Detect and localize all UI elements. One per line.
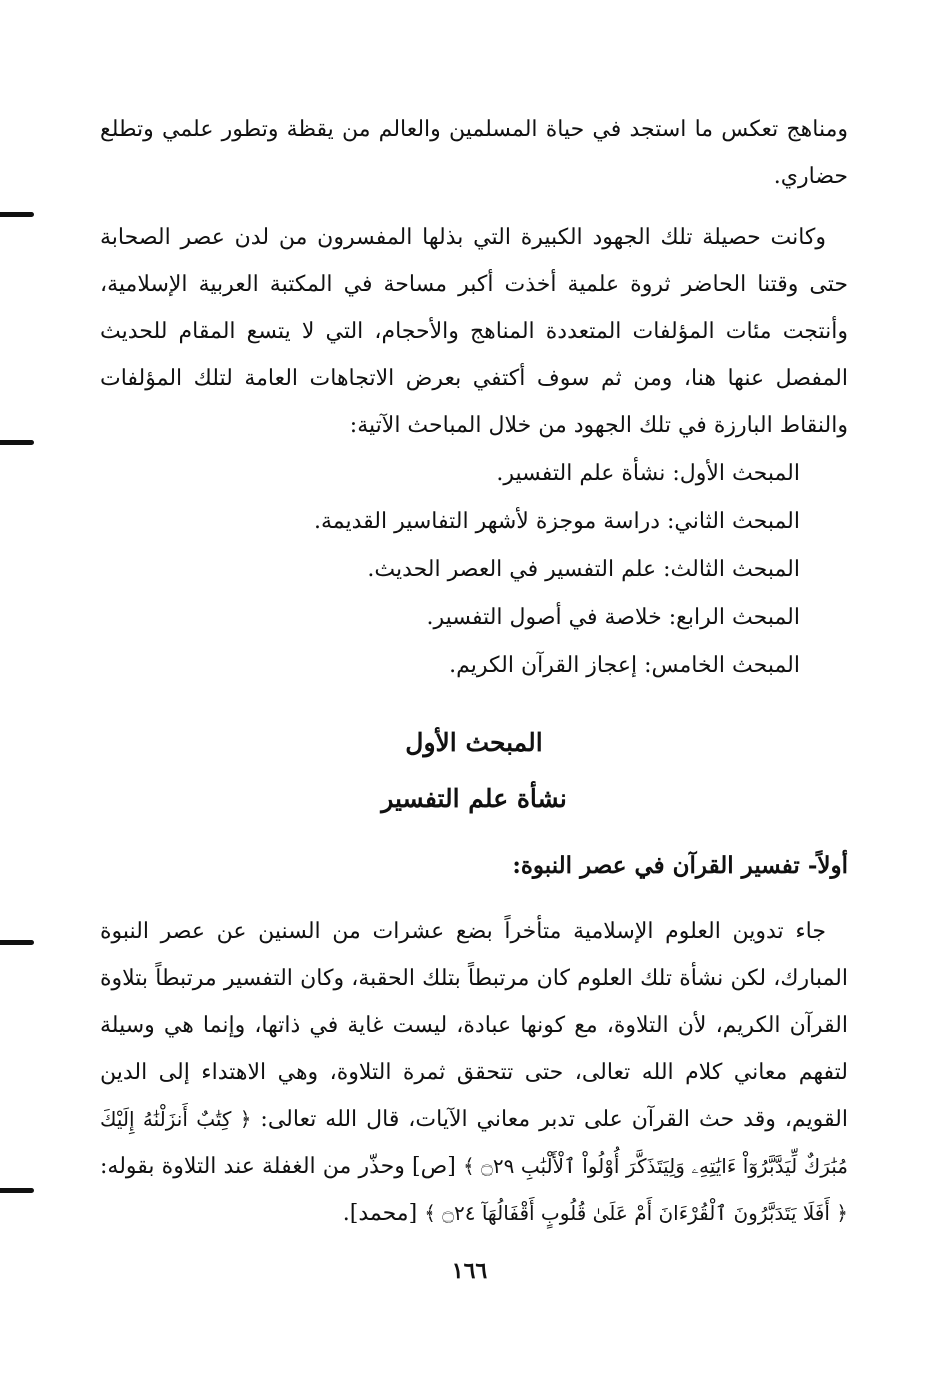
section-item xyxy=(240,546,800,594)
margin-mark xyxy=(0,1188,34,1193)
quran-verse: ﴿ كِتَٰبٌ أَنزَلْنَٰهُ إِلَيْكَ مُبَٰرَكٌ لِّيَدَّبَّرُوٓاْ ءَايَٰتِهِۦ وَلِيَتَذَكَّرَ أُوْلُواْ ٱلْأَلْبَٰبِ ۝٢٩ ﴾ xyxy=(100,1107,848,1178)
section-title: خلاصة في أصول التفسير. xyxy=(426,605,662,630)
section-label: المبحث الثالث: xyxy=(663,557,800,582)
margin-mark xyxy=(0,212,34,217)
section-item xyxy=(240,498,800,546)
section-item xyxy=(240,450,800,498)
verse-reference: [محمد]. xyxy=(342,1201,418,1226)
paragraph-continuation: ومناهج تعكس ما استجد في حياة المسلمين والعالم من يقظة وتطور علمي وتطلع حضاري. xyxy=(100,117,848,189)
section-item xyxy=(240,594,800,642)
section-label: المبحث الرابع: xyxy=(668,605,800,630)
prophecy-era-text xyxy=(100,908,848,1237)
page-number: ١٦٦ xyxy=(451,1258,488,1284)
intro-text xyxy=(100,106,848,449)
margin-mark xyxy=(0,440,34,445)
paragraph-efforts: وكانت حصيلة تلك الجهود الكبيرة التي بذلها المفسرون من لدن عصر الصحابة حتى وقتنا الحاضر ثروة علمية أخذت أكبر مساحة في المكتبة العربية الإسلامية، وأنتجت مئات المؤلفات المتعددة المناهج والأحجام، التي لا يتسع المقام للحديث المفصل عنها هنا، ومن ثم سوف أكتفي بعرض الاتجاهات العامة لتلك المؤلفات والنقاط البارزة في تلك الجهود من خلال المباحث الآتية: xyxy=(100,225,848,438)
section-item xyxy=(240,642,800,690)
paragraph-prophecy-era xyxy=(100,908,848,1237)
subheading: أولاً- تفسير القرآن في عصر النبوة: xyxy=(512,852,848,879)
quran-verse: ﴿ أَفَلَا يَتَدَبَّرُونَ ٱلْقُرْءَانَ أَمْ عَلَىٰ قُلُوبٍ أَقْفَالُهَآ ۝٢٤ ﴾ xyxy=(424,1201,848,1225)
section-label: المبحث الخامس: xyxy=(644,653,800,678)
section-title: دراسة موجزة لأشهر التفاسير القديمة. xyxy=(313,509,660,534)
section-title: نشأة علم التفسير. xyxy=(496,461,666,486)
sections-list xyxy=(240,450,800,690)
paragraph-body: جاء تدوين العلوم الإسلامية متأخراً بضع عشرات من السنين عن عصر النبوة المبارك، لكن نشأة تلك العلوم كان مرتبطاً بتلك الحقبة، وكان التفسير مرتبطاً بتلاوة القرآن الكريم، لأن التلاوة، مع كونها عبادة، ليست غاية في ذاتها، وإنما هي وسيلة لتفهم معاني كلام الله تعالى، حتى تتحقق ثمرة التلاوة، وهي الاهتداء إلى الدين القويم، وقد حث القرآن على تدبر معاني الآيات، قال الله تعالى: xyxy=(100,919,848,1132)
section-subtitle: نشأة علم التفسير xyxy=(381,784,567,813)
margin-mark xyxy=(0,940,34,945)
section-title: إعجاز القرآن الكريم. xyxy=(449,653,638,678)
section-heading: المبحث الأول xyxy=(405,728,543,757)
section-label: المبحث الثاني: xyxy=(667,509,800,534)
section-title: علم التفسير في العصر الحديث. xyxy=(367,557,657,582)
verse-reference: [ص] وحذّر من الغفلة عند التلاوة بقوله: xyxy=(100,1154,456,1179)
section-label: المبحث الأول: xyxy=(672,461,800,486)
